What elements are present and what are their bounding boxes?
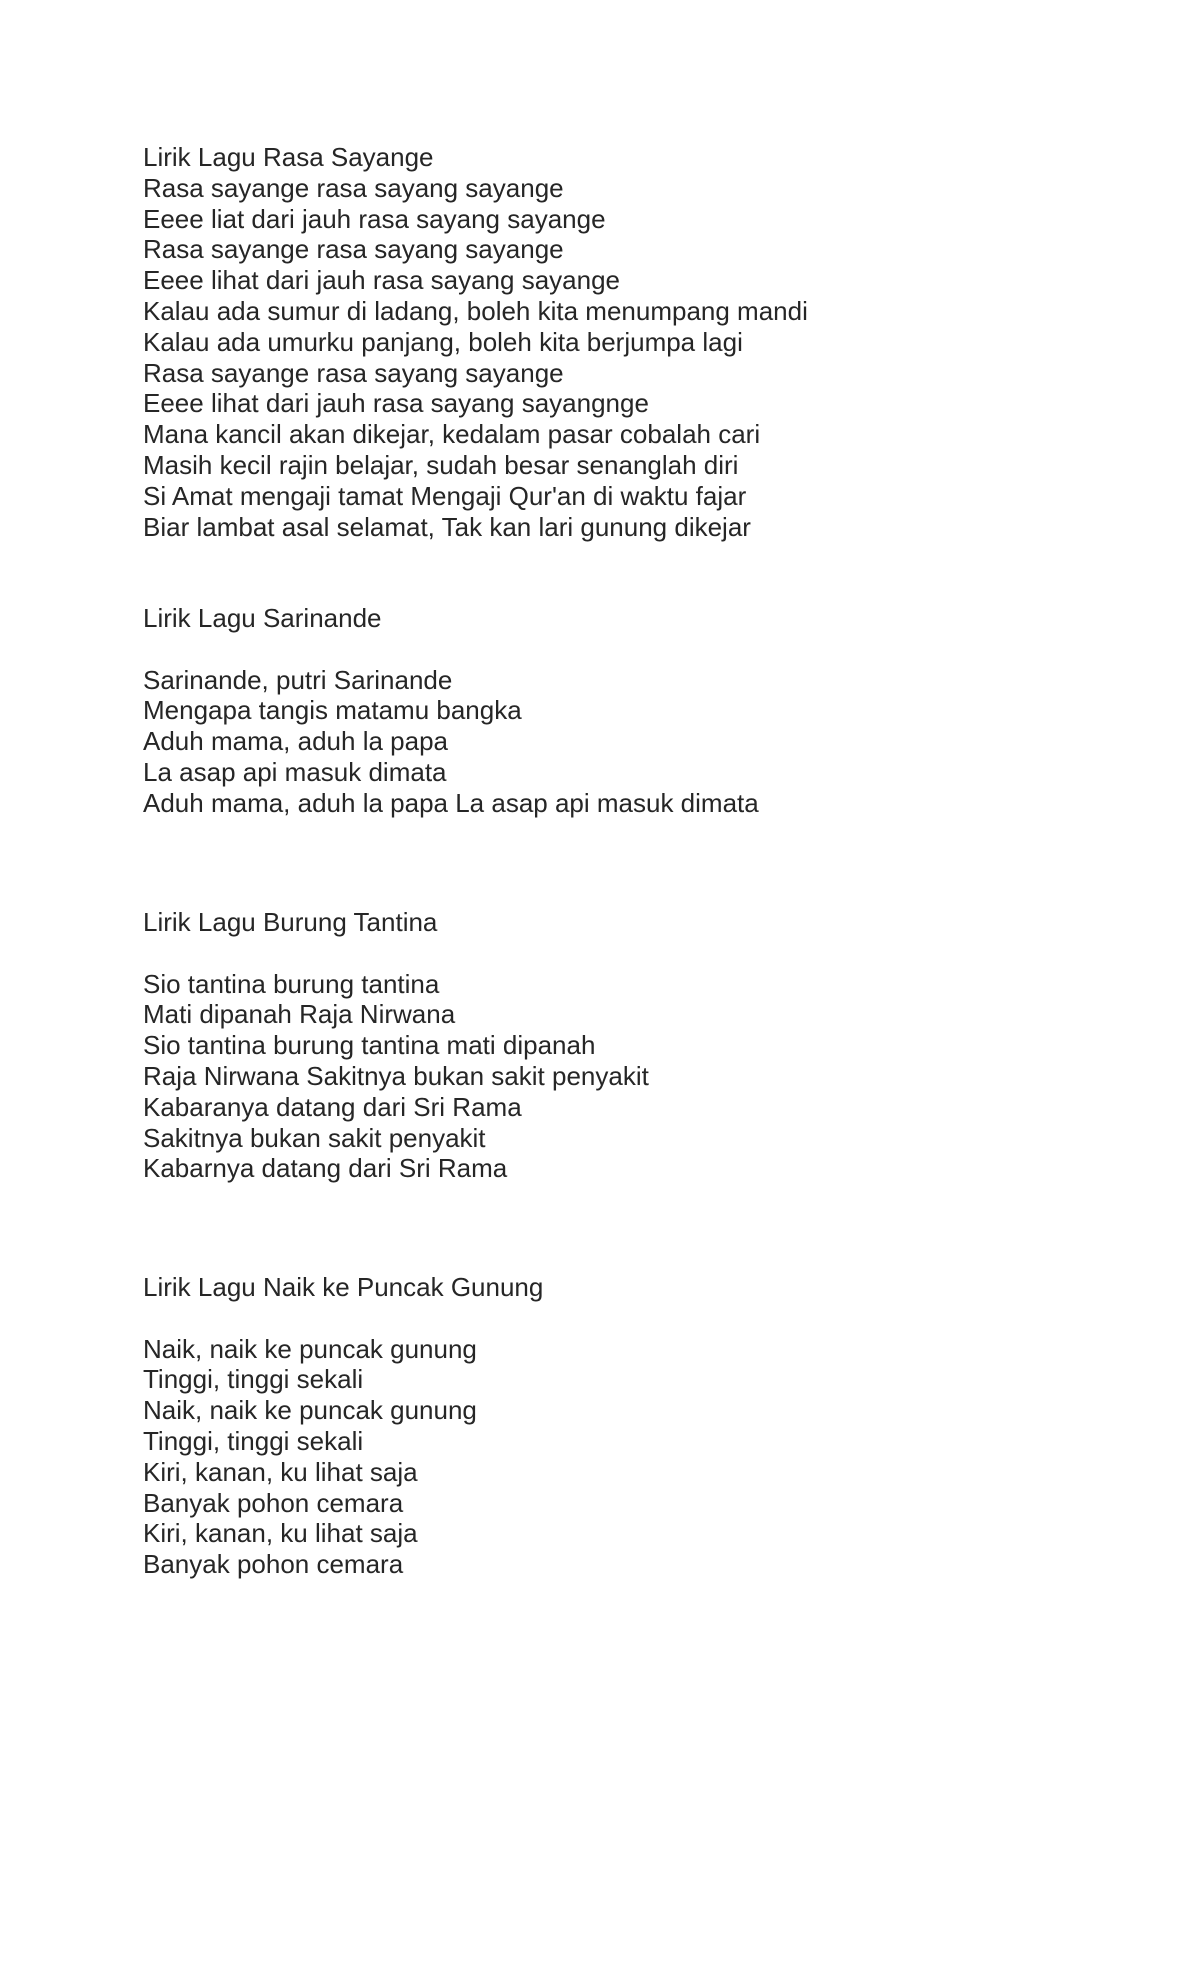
spacer xyxy=(143,1303,1143,1334)
lyric-line: Sio tantina burung tantina mati dipanah xyxy=(143,1030,596,1061)
lyric-line: Naik, naik ke puncak gunung xyxy=(143,1333,477,1364)
song-sarinande xyxy=(143,603,1143,819)
lyric-line: Sarinande, putri Sarinande xyxy=(143,664,453,695)
lyric-line: Biar lambat asal selamat, Tak kan lari gunung dikejar xyxy=(143,511,751,542)
lyric-line: Mana kancil akan dikejar, kedalam pasar cobalah cari xyxy=(143,419,761,450)
lyric-line: Tinggi, tinggi sekali xyxy=(143,1425,364,1456)
lyric-line: Rasa sayange rasa sayang sayange xyxy=(143,357,564,388)
song-title: Lirik Lagu Naik ke Puncak Gunung xyxy=(143,1272,544,1302)
lyric-line: Rasa sayange rasa sayang sayange xyxy=(143,172,564,203)
song-naik-ke-puncak-gunung xyxy=(143,1272,1143,1580)
lyric-line: Kabaranya datang dari Sri Rama xyxy=(143,1091,522,1122)
spacer xyxy=(143,634,1143,665)
song-title: Lirik Lagu Rasa Sayange xyxy=(143,142,434,172)
lyric-line: Eeee lihat dari jauh rasa sayang sayange xyxy=(143,265,620,296)
lyric-line: Aduh mama, aduh la papa La asap api masuk dimata xyxy=(143,787,759,818)
lyric-line: Sakitnya bukan sakit penyakit xyxy=(143,1122,486,1153)
lyric-line: Sio tantina burung tantina xyxy=(143,968,440,999)
lyric-line: La asap api masuk dimata xyxy=(143,756,447,787)
lyric-line: Naik, naik ke puncak gunung xyxy=(143,1395,477,1426)
lyric-line: Masih kecil rajin belajar, sudah besar senanglah diri xyxy=(143,449,739,480)
lyric-line: Kiri, kanan, ku lihat saja xyxy=(143,1518,418,1549)
lyric-line: Eeee liat dari jauh rasa sayang sayange xyxy=(143,203,606,234)
lyric-line: Kabarnya datang dari Sri Rama xyxy=(143,1153,508,1184)
song-burung-tantina xyxy=(143,907,1143,1184)
lyric-line: Aduh mama, aduh la papa xyxy=(143,726,448,757)
song-rasa-sayange xyxy=(143,142,1143,542)
lyric-line: Si Amat mengaji tamat Mengaji Qur'an di waktu fajar xyxy=(143,480,747,511)
lyric-line: Eeee lihat dari jauh rasa sayang sayangnge xyxy=(143,388,649,419)
lyric-line: Kalau ada umurku panjang, boleh kita berjumpa lagi xyxy=(143,326,743,357)
lyric-line: Rasa sayange rasa sayang sayange xyxy=(143,234,564,265)
lyric-line: Kiri, kanan, ku lihat saja xyxy=(143,1456,418,1487)
lyric-line: Mati dipanah Raja Nirwana xyxy=(143,999,456,1030)
spacer xyxy=(143,938,1143,969)
song-title: Lirik Lagu Sarinande xyxy=(143,603,382,633)
lyric-line: Tinggi, tinggi sekali xyxy=(143,1364,364,1395)
song-title: Lirik Lagu Burung Tantina xyxy=(143,907,438,937)
lyric-line: Banyak pohon cemara xyxy=(143,1487,404,1518)
lyric-line: Mengapa tangis matamu bangka xyxy=(143,695,522,726)
lyric-line: Raja Nirwana Sakitnya bukan sakit penyakit xyxy=(143,1060,649,1091)
lyric-line: Banyak pohon cemara xyxy=(143,1549,404,1580)
lyric-line: Kalau ada sumur di ladang, boleh kita menumpang mandi xyxy=(143,295,808,326)
